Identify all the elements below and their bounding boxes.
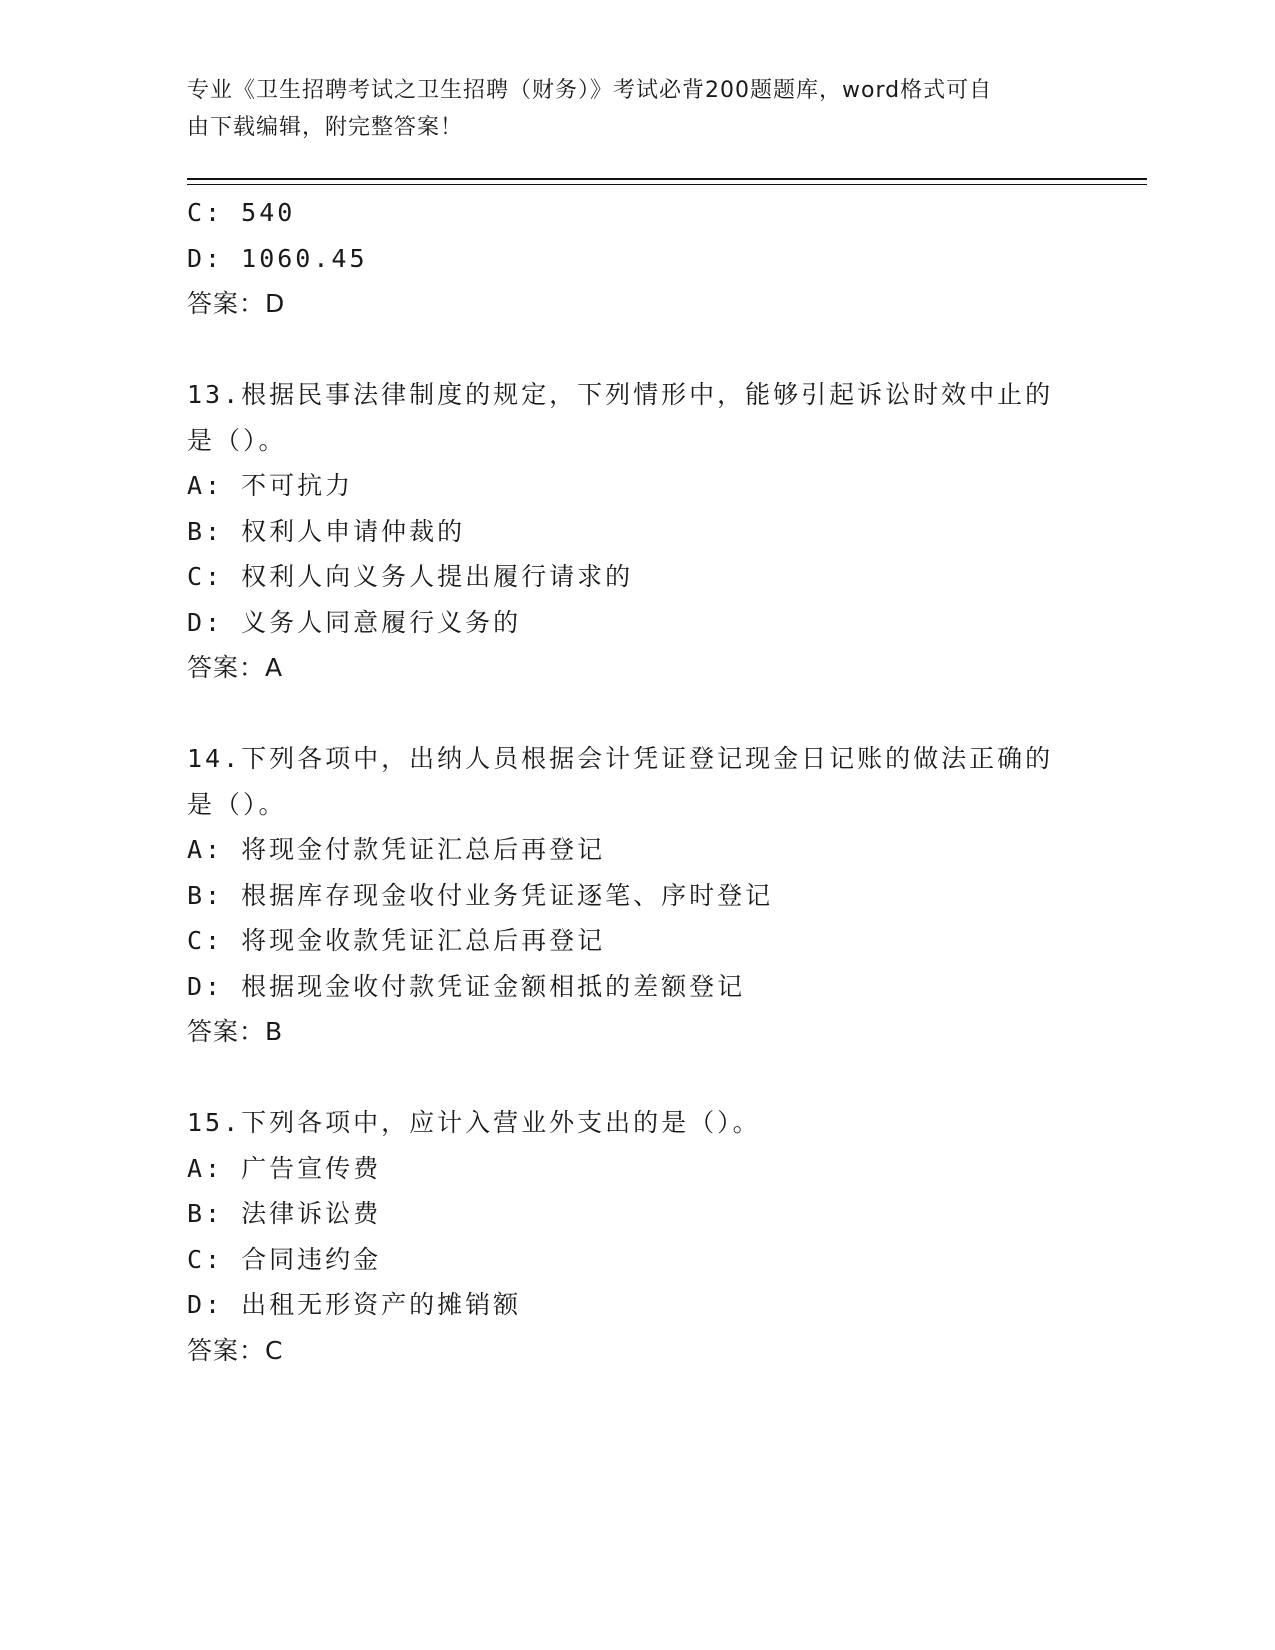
answer-line: 答案：D bbox=[187, 289, 286, 318]
answer-line: 答案：A bbox=[187, 653, 284, 682]
document-header bbox=[187, 72, 1087, 146]
spacer bbox=[187, 327, 1087, 373]
prev-question-block bbox=[187, 190, 1087, 327]
question-stem-line: 14.下列各项中，出纳人员根据会计凭证登记现金日记账的做法正确的 bbox=[187, 744, 1054, 773]
spacer bbox=[187, 1055, 1087, 1101]
question-stem-line: 13.根据民事法律制度的规定，下列情形中，能够引起诉讼时效中止的 bbox=[187, 380, 1054, 409]
question-stem-line: 是（）。 bbox=[187, 789, 287, 819]
question-stem-line: 是（）。 bbox=[187, 425, 287, 455]
option-c: C: 540 bbox=[187, 198, 296, 227]
option-c: C: 合同违约金 bbox=[187, 1244, 382, 1274]
option-d: D: 根据现金收付款凭证金额相抵的差额登记 bbox=[187, 971, 746, 1001]
option-a: A: 广告宣传费 bbox=[187, 1153, 382, 1183]
option-c: C: 将现金收款凭证汇总后再登记 bbox=[187, 926, 606, 955]
option-c: C: 权利人向义务人提出履行请求的 bbox=[187, 562, 634, 591]
header-line-2: 由下载编辑，附完整答案！ bbox=[187, 115, 464, 140]
option-b: B: 法律诉讼费 bbox=[187, 1199, 382, 1228]
answer-line: 答案：B bbox=[187, 1017, 284, 1046]
option-b: B: 根据库存现金收付业务凭证逐笔、序时登记 bbox=[187, 880, 774, 910]
option-b: B: 权利人申请仲裁的 bbox=[187, 516, 466, 546]
option-d: D: 义务人同意履行义务的 bbox=[187, 607, 522, 637]
question-15 bbox=[187, 1100, 1087, 1373]
question-stem-line: 15.下列各项中，应计入营业外支出的是（）。 bbox=[187, 1108, 761, 1137]
header-divider bbox=[187, 178, 1147, 185]
question-13 bbox=[187, 372, 1087, 691]
option-d: D: 1060.45 bbox=[187, 243, 368, 273]
question-14 bbox=[187, 736, 1087, 1055]
option-a: A: 不可抗力 bbox=[187, 471, 354, 500]
header-line-1: 专业《卫生招聘考试之卫生招聘（财务）》考试必背200题题库，word格式可自 bbox=[187, 78, 993, 103]
option-d: D: 出租无形资产的摊销额 bbox=[187, 1290, 522, 1319]
spacer bbox=[187, 691, 1087, 737]
answer-line: 答案：C bbox=[187, 1335, 284, 1365]
question-content bbox=[187, 190, 1087, 1373]
option-a: A: 将现金付款凭证汇总后再登记 bbox=[187, 835, 606, 864]
